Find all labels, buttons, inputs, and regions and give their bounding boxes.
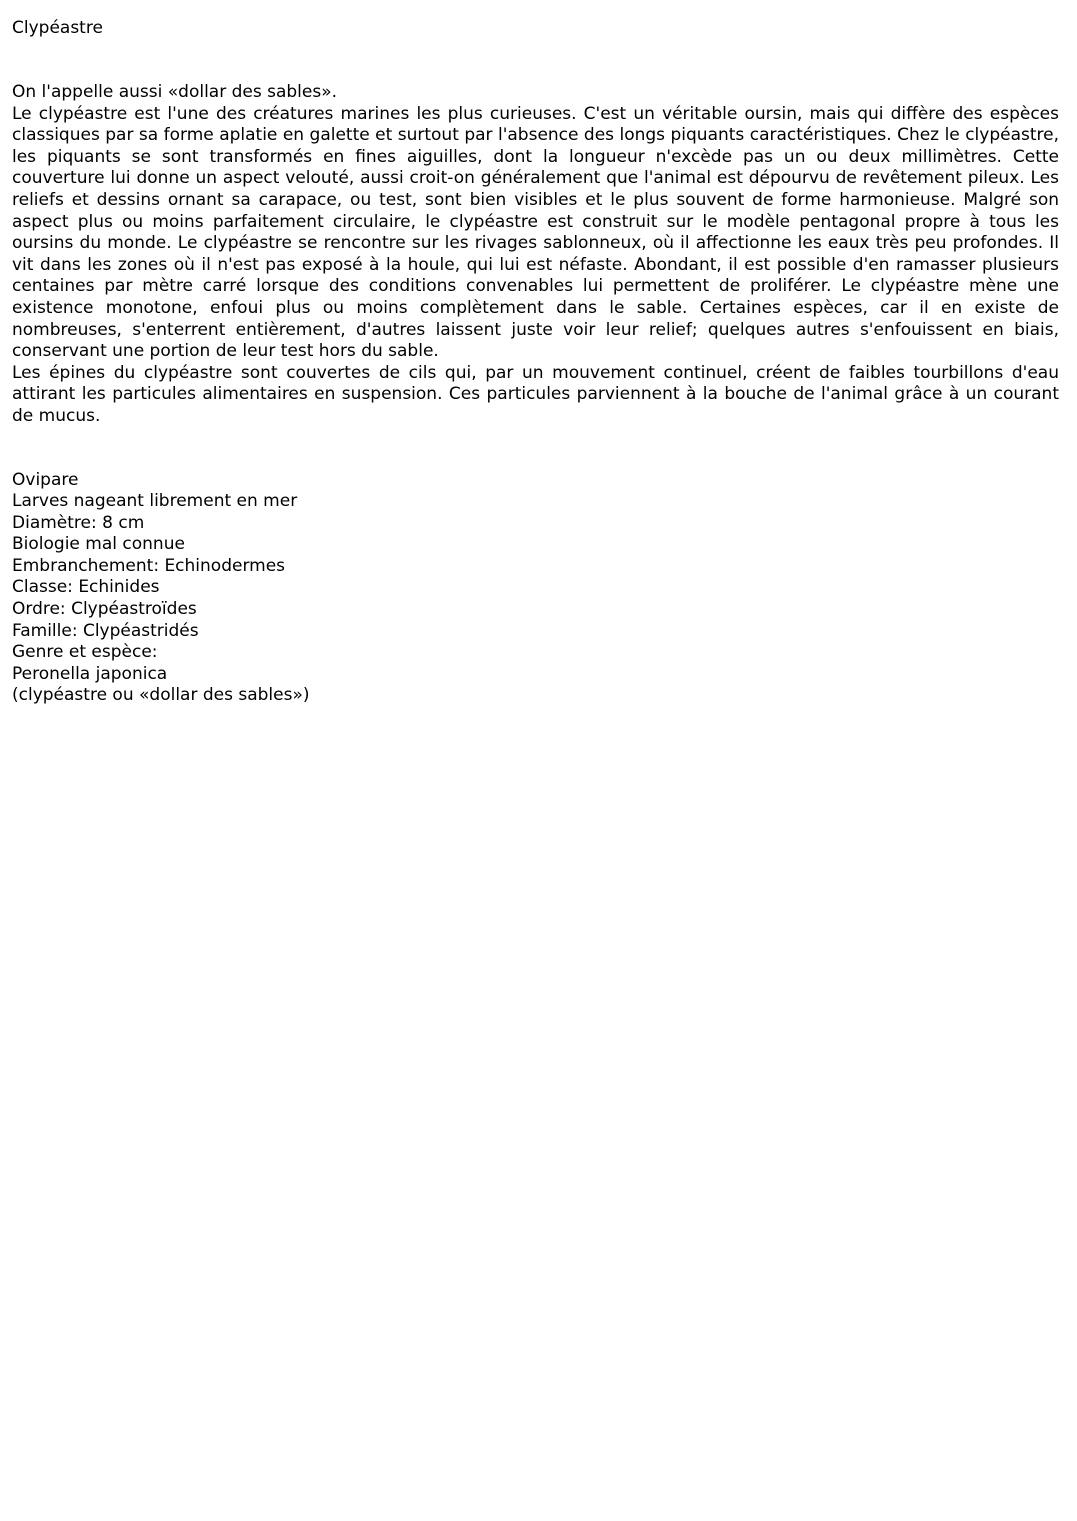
fact-item: Genre et espèce: <box>12 642 158 663</box>
fact-item: Peronella japonica <box>12 663 168 684</box>
fact-item: (clypéastre ou «dollar des sables») <box>12 685 310 706</box>
fact-item: Larves nageant librement en mer <box>12 491 298 512</box>
fact-item: Embranchement: Echinodermes <box>12 555 286 576</box>
document-title: Clypéastre <box>12 18 103 38</box>
document-page <box>12 18 1059 707</box>
fact-item: Ordre: Clypéastroïdes <box>12 599 197 620</box>
fact-item: Classe: Echinides <box>12 577 160 598</box>
intro-line: On l'appelle aussi «dollar des sables». <box>12 82 338 102</box>
facts-list <box>12 470 1059 708</box>
fact-item: Famille: Clypéastridés <box>12 620 199 641</box>
fact-item: Diamètre: 8 cm <box>12 512 145 533</box>
fact-item: Biologie mal connue <box>12 534 185 555</box>
body-paragraph-1: Le clypéastre est l'une des créatures marines les plus curieuses. C'est un véritable oursin, mais qui diffère des espèces classiques par sa forme aplatie en galette et surtout par l'absence des longs piquants caractéristiques. Chez le clypéastre, les piquants se sont transformés en fines aiguilles, dont la longueur n'excède pas un ou deux millimètres. Cette couverture lui donne un aspect velouté, aussi croit-on généralement que l'animal est dépourvu de revêtement pileux. Les reliefs et dessins ornant sa carapace, ou test, sont bien visibles et le plus souvent de forme harmonieuse. Malgré son aspect plus ou moins parfaitement circulaire, le clypéastre est construit sur le modèle pentagonal propre à tous les oursins du monde. Le clypéastre se rencontre sur les rivages sablonneux, où il affectionne les eaux très peu profondes. Il vit dans les zones où il n'est pas exposé à la houle, qui lui est néfaste. Abondant, il est possible d'en ramasser plusieurs centaines par mètre carré lorsque des conditions convenables lui permettent de proliférer. Le clypéastre mène une existence monotone, enfoui plus ou moins complètement dans le sable. Certaines espèces, car il en existe de nombreuses, s'enterrent entièrement, d'autres laissent juste voir leur relief; quelques autres s'enfouissent en biais, conservant une portion de leur test hors du sable. <box>12 103 1059 362</box>
fact-item: Ovipare <box>12 469 79 490</box>
body-paragraph-2: Les épines du clypéastre sont couvertes de cils qui, par un mouvement continuel, créent de faibles tourbillons d'eau attirant les particules alimentaires en suspension. Ces particules parviennent à la bouche de l'animal grâce à un courant de mucus. <box>12 362 1059 426</box>
